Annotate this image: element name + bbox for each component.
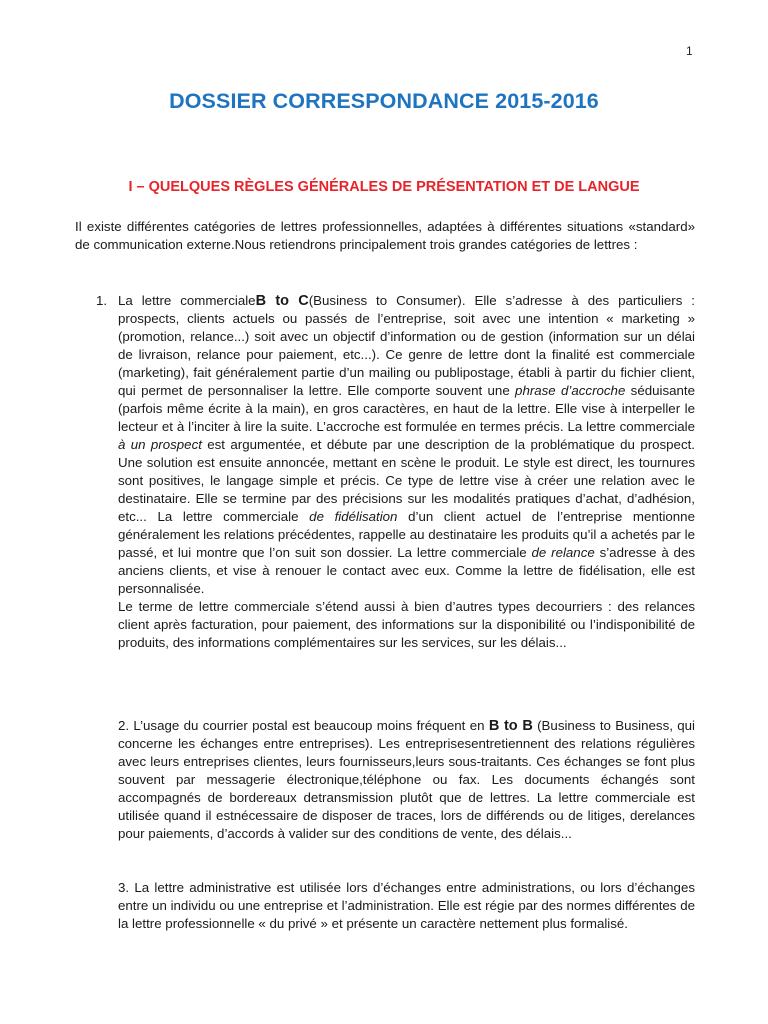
list-number: 1. <box>96 293 108 308</box>
intro-paragraph: Il existe différentes catégories de lettres professionnelles, adaptées à différentes situations «standard» de communication externe.Nous retiendrons principalement trois grandes catégories de lettres : <box>75 219 695 252</box>
page-number: 1 <box>686 44 693 58</box>
text-run: d’un client actuel de l’entreprise mentionne généralement les relations précédentes, rappelle au destinataire les produits qu’il a achetés par le passé, et lui montre que l’on suit son dossier. La lettre commerciale <box>118 509 695 560</box>
list-item-3: 3. La lettre administrative est utilisée lors d’échanges entre administrations, ou lors d’échanges entre un individu ou une entreprise et l’administration. Elle est régie par des normes différentes de la lettre professionnelle « du privé » et présente un caractère nettement plus formalisé. <box>118 880 695 931</box>
italic-term: de relance <box>531 545 595 560</box>
document-title: DOSSIER CORRESPONDANCE 2015-2016 <box>169 89 599 113</box>
italic-term: à un prospect <box>118 437 202 452</box>
text-run: 2. L’usage du courrier postal est beaucoup moins fréquent en <box>118 718 489 733</box>
text-run: s’adresse à des anciens clients, et vise à renouer le contact avec eux. Comme la lettre de fidélisation, elle est personnalisée. <box>118 545 695 596</box>
item-1-paragraph <box>118 292 695 598</box>
italic-term: de fidélisation <box>309 509 398 524</box>
list-item-2 <box>118 717 695 843</box>
italic-term: phrase d’accroche <box>515 383 626 398</box>
section-heading: I – QUELQUES RÈGLES GÉNÉRALES DE PRÉSENTATION ET DE LANGUE <box>128 179 640 195</box>
text-run: séduisante (parfois même écrite à la main), en gros caractères, en haut de la lettre. Elle vise à interpeller le lecteur et à l’inciter à lire la suite. L’accroche est formulée en termes précis. La lettre commerciale <box>118 383 695 434</box>
b-to-c-term: B to C <box>255 293 309 309</box>
b-to-b-term: B to B <box>488 718 533 734</box>
text-run: (Business to Consumer). Elle s’adresse à des particuliers : prospects, clients actuels ou passés de l’entreprise, soit avec une intention « marketing » (promotion, relance...) soit avec un objectif d’information ou de gestion (information sur un délai de livraison, relance pour paiement, etc...). Ce genre de lettre dont la finalité est commerciale (marketing), fait généralement partie d’un mailing ou publipostage, établi à partir du fichier client, qui permet de personnaliser la lettre. Elle comporte souvent une <box>118 293 695 398</box>
item-1-second-paragraph: Le terme de lettre commerciale s’étend aussi à bien d’autres types decourriers : des relances client après facturation, pour paiement, des informations sur la disponibilité ou l’indisponibilité de produits, des informations complémentaires sur les services, sur les délais... <box>118 599 695 650</box>
list-item-1-body <box>118 292 695 652</box>
text-run: est argumentée, et débute par une description de la problématique du prospect. Une solution est ensuite annoncée, mettant en scène le produit. Le style est direct, les tournures sont positives, le langage simple et précis. Ce type de lettre vise à créer une relation avec le destinataire. Elle se termine par des précisions sur les modalités pratiques d’achat, d’adhésion, etc... La lettre commerciale <box>118 437 695 524</box>
text-run: (Business to Business, qui concerne les échanges entre entreprises). Les entreprisesentretiennent des relations régulières avec leurs entreprises clientes, leurs fournisseurs,leurs sous-traitants. Ces échanges se font plus souvent par messagerie électronique,téléphone ou fax. Les documents échangés sont accompagnés de bordereaux detransmission plutôt que de lettres. La lettre commerciale est utilisée quand il estnécessaire de disposer de traces, lors de différends ou de litiges, derelances pour paiements, d’accords à valider sur des conditions de vente, des délais... <box>118 718 695 841</box>
list-item-1 <box>96 292 695 652</box>
text-run: La lettre commerciale <box>118 293 256 308</box>
